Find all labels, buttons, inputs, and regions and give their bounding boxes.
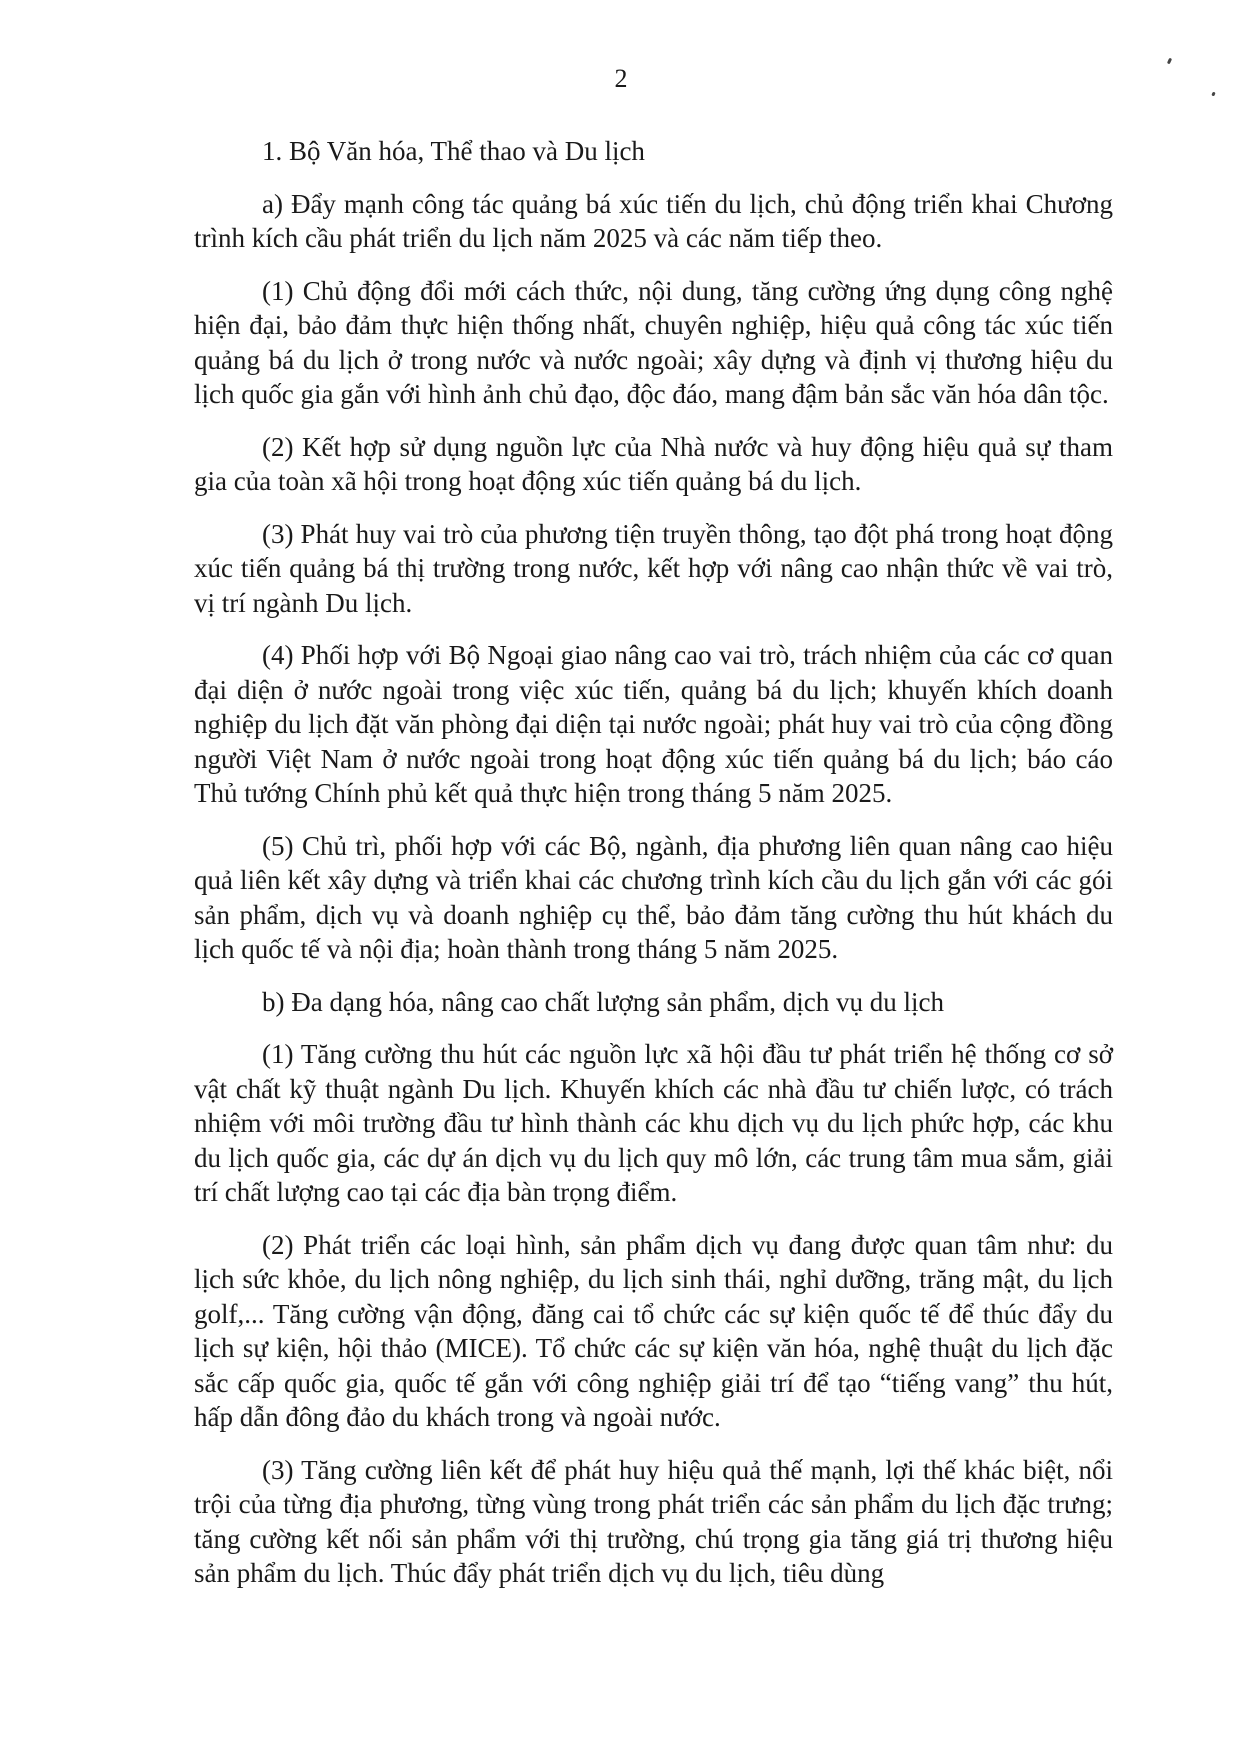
section-heading: 1. Bộ Văn hóa, Thể thao và Du lịch [262,136,645,166]
paragraph-b-3: (3) Tăng cường liên kết để phát huy hiệu quả thế mạnh, lợi thế khác biệt, nổi trội của từng địa phương, từng vùng trong phát triển các sản phẩm du lịch đặc trưng; tăng cường kết nối sản phẩm với thị trường, chú trọng gia tăng giá trị thương hiệu sản phẩm du lịch. Thúc đẩy phát triển dịch vụ du lịch, tiêu dùng [194,1454,1113,1588]
paragraph-b: b) Đa dạng hóa, nâng cao chất lượng sản phẩm, dịch vụ du lịch [262,986,944,1017]
paragraph-b-2: (2) Phát triển các loại hình, sản phẩm dịch vụ đang được quan tâm như: du lịch sức khỏe, du lịch nông nghiệp, du lịch sinh thái, nghỉ dưỡng, trăng mật, du lịch golf,... Tăng cường vận động, đăng cai tổ chức các sự kiện quốc tế để thúc đẩy du lịch sự kiện, hội thảo (MICE). Tổ chức các sự kiện văn hóa, nghệ thuật du lịch đặc sắc cấp quốc gia, quốc tế gắn với công nghiệp giải trí để tạo “tiếng vang” thu hút, hấp dẫn đông đảo du khách trong và ngoài nước. [194,1229,1113,1432]
paragraph-a-1: (1) Chủ động đổi mới cách thức, nội dung, tăng cường ứng dụng công nghệ hiện đại, bảo đảm thực hiện thống nhất, chuyên nghiệp, hiệu quả công tác xúc tiến quảng bá du lịch ở trong nước và nước ngoài; xây dựng và định vị thương hiệu du lịch quốc gia gắn với hình ảnh chủ đạo, độc đáo, mang đậm bản sắc văn hóa dân tộc. [194,275,1113,409]
paragraph-a-3: (3) Phát huy vai trò của phương tiện truyền thông, tạo đột phá trong hoạt động xúc tiến quảng bá thị trường trong nước, kết hợp với nâng cao nhận thức về vai trò, vị trí ngành Du lịch. [194,518,1113,618]
paragraph-a-2: (2) Kết hợp sử dụng nguồn lực của Nhà nước và huy động hiệu quả sự tham gia của toàn xã hội trong hoạt động xúc tiến quảng bá du lịch. [194,431,1113,496]
paragraph-a-5: (5) Chủ trì, phối hợp với các Bộ, ngành, địa phương liên quan nâng cao hiệu quả liên kết xây dựng và triển khai các chương trình kích cầu du lịch gắn với các gói sản phẩm, dịch vụ và doanh nghiệp cụ thể, bảo đảm tăng cường thu hút khách du lịch quốc tế và nội địa; hoàn thành trong tháng 5 năm 2025. [194,830,1113,964]
page-number: 2 [614,64,628,93]
paragraph-a-4: (4) Phối hợp với Bộ Ngoại giao nâng cao vai trò, trách nhiệm của các cơ quan đại diện ở nước ngoài trong việc xúc tiến, quảng bá du lịch; khuyến khích doanh nghiệp du lịch đặt văn phòng đại diện tại nước ngoài; phát huy vai trò của cộng đồng người Việt Nam ở nước ngoài trong hoạt động xúc tiến quảng bá du lịch; báo cáo Thủ tướng Chính phủ kết quả thực hiện trong tháng 5 năm 2025. [194,640,1113,808]
document-body [194,134,1113,1609]
paragraph-b-1: (1) Tăng cường thu hút các nguồn lực xã hội đầu tư phát triển hệ thống cơ sở vật chất kỹ thuật ngành Du lịch. Khuyến khích các nhà đầu tư chiến lược, có trách nhiệm với môi trường đầu tư hình thành các khu dịch vụ du lịch phức hợp, các khu du lịch quốc gia, các dự án dịch vụ du lịch quy mô lớn, các trung tâm mua sắm, giải trí chất lượng cao tại các địa bàn trọng điểm. [194,1039,1113,1207]
scan-speck [1211,92,1215,97]
paragraph-a: a) Đẩy mạnh công tác quảng bá xúc tiến du lịch, chủ động triển khai Chương trình kích cầu phát triển du lịch năm 2025 và các năm tiếp theo. [194,188,1113,253]
